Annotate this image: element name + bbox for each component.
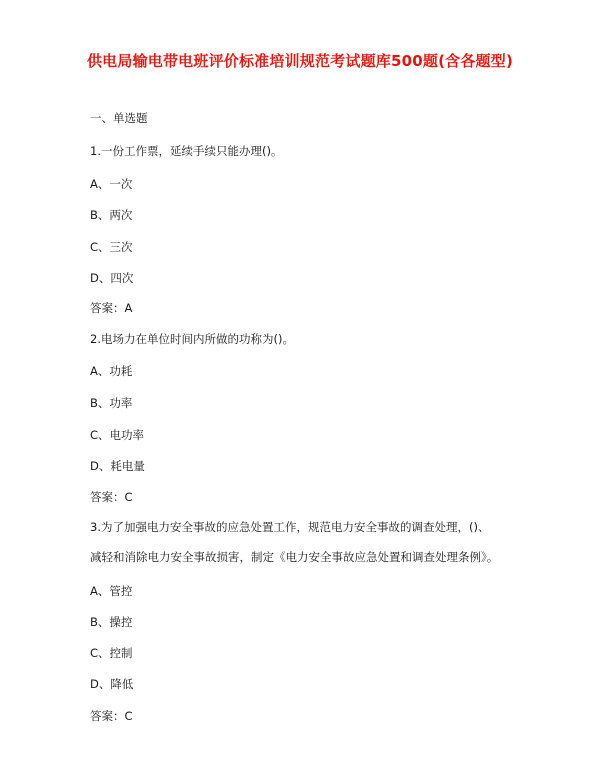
question-3-option-a: A、管控 — [90, 584, 133, 598]
question-2-option-a: A、功耗 — [90, 364, 133, 378]
question-2-stem: 2.电场力在单位时间内所做的功称为()。 — [90, 332, 294, 346]
question-3-stem-line-1: 3.为了加强电力安全事故的应急处置工作，规范电力安全事故的调查处理，()、 — [90, 520, 490, 534]
question-2-option-d: D、耗电量 — [90, 459, 145, 473]
question-1-stem: 1.一份工作票，延续手续只能办理()。 — [90, 144, 283, 158]
question-1-option-b: B、两次 — [90, 208, 133, 222]
question-3-option-b: B、操控 — [90, 615, 133, 629]
question-2-option-b: B、功率 — [90, 396, 133, 410]
question-3-answer: 答案：C — [90, 709, 133, 723]
document-title: 供电局输电带电班评价标准培训规范考试题库500题(含各题型) — [86, 52, 514, 70]
section-heading: 一、单选题 — [90, 111, 148, 125]
question-1-answer: 答案：A — [90, 301, 133, 315]
question-3-stem-line-2: 减轻和消除电力安全事故损害，制定《电力安全事故应急处置和调查处理条例》。 — [90, 550, 499, 564]
question-2-option-c: C、电功率 — [90, 428, 145, 442]
question-3-option-c: C、控制 — [90, 646, 133, 660]
question-1-option-c: C、三次 — [90, 240, 133, 254]
question-1-option-a: A、一次 — [90, 177, 133, 191]
question-1-option-d: D、四次 — [90, 271, 134, 285]
question-2-answer: 答案：C — [90, 490, 133, 504]
question-3-option-d: D、降低 — [90, 677, 134, 691]
